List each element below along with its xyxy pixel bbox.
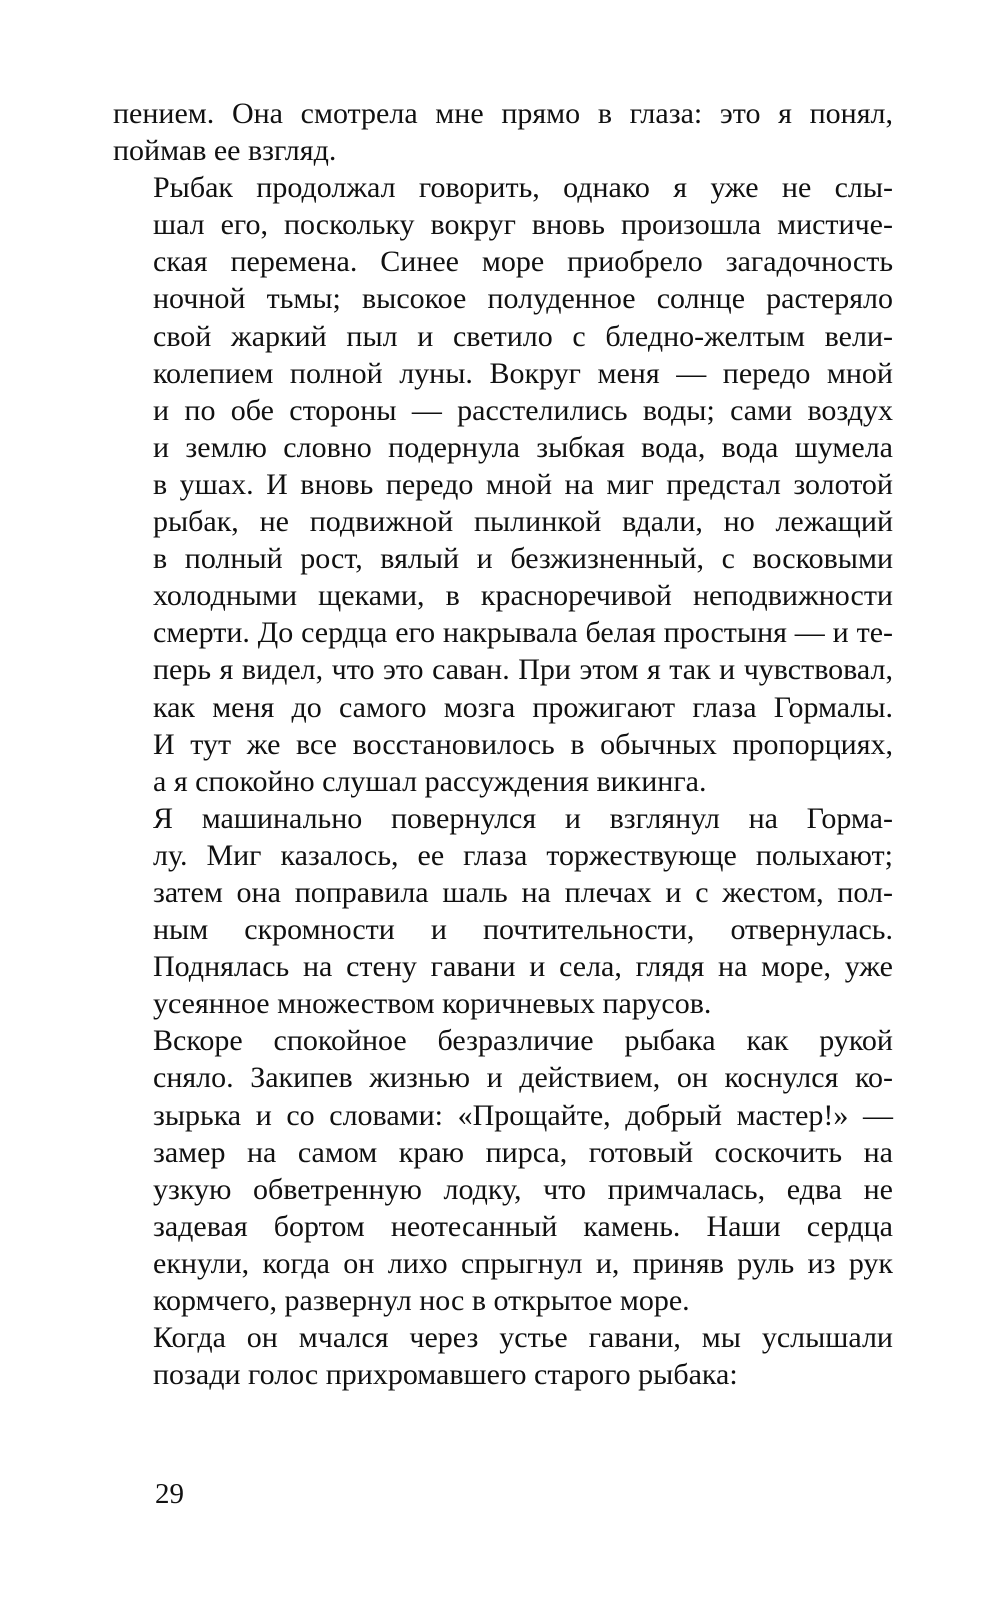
text-line: пением. Она смотрела мне прямо в глаза: это я понял, bbox=[113, 97, 893, 130]
text-line: в ушах. И вновь передо мной на миг предстал золотой bbox=[153, 467, 893, 501]
text-line: замер на самом краю пирса, готовый соскочить на bbox=[153, 1135, 893, 1169]
text-line: поймав ее взгляд. bbox=[113, 134, 337, 168]
text-line: зырька и со словами: «Прощайте, добрый мастер!» — bbox=[153, 1098, 893, 1132]
paragraph bbox=[113, 800, 893, 1023]
text-line: кормчего, развернул нос в открытое море. bbox=[153, 1284, 690, 1317]
text-line: лу. Миг казалось, ее глаза торжествующе полыхают; bbox=[153, 838, 893, 872]
text-line: Я машинально повернулся и взглянул на Горма- bbox=[153, 801, 893, 835]
text-line: рыбак, не подвижной пылинкой вдали, но лежащий bbox=[153, 505, 893, 539]
text-line: ным скромности и почтительности, отвернулась. bbox=[153, 913, 893, 947]
text-line: затем она поправила шаль на плечах и с жестом, пол- bbox=[153, 875, 893, 909]
text-line: екнули, когда он лихо спрыгнул и, приняв руль из рук bbox=[153, 1246, 893, 1280]
text-line: сняло. Закипев жизнью и действием, он коснулся ко- bbox=[153, 1061, 893, 1095]
text-line: как меня до самого мозга прожигают глаза Гормалы. bbox=[153, 690, 893, 724]
text-line: свой жаркий пыл и светило с бледно-желтым вели- bbox=[153, 319, 893, 353]
text-line: и землю словно подернула зыбкая вода, вода шумела bbox=[153, 430, 893, 464]
paragraph bbox=[113, 1022, 893, 1319]
text-line: усеянное множеством коричневых парусов. bbox=[153, 987, 712, 1021]
text-line: и по обе стороны — расстелились воды; сами воздух bbox=[153, 393, 893, 427]
text-line: узкую обветренную лодку, что примчалась, едва не bbox=[153, 1172, 893, 1206]
text-line: холодными щеками, в красноречивой неподвижности bbox=[153, 579, 893, 613]
paragraph bbox=[113, 1319, 893, 1393]
text-line: а я спокойно слушал рассуждения викинга. bbox=[153, 764, 707, 798]
text-line: Поднялась на стену гавани и села, глядя на море, уже bbox=[153, 950, 893, 984]
text-line: ночной тьмы; высокое полуденное солнце растеряло bbox=[153, 282, 893, 316]
paragraph bbox=[113, 95, 893, 169]
text-line: Вскоре спокойное безразличие рыбака как рукой bbox=[153, 1024, 893, 1058]
page-number: 29 bbox=[155, 1478, 184, 1510]
paragraph bbox=[113, 169, 893, 800]
text-line: колепием полной луны. Вокруг меня — передо мной bbox=[153, 356, 893, 390]
text-line: шал его, поскольку вокруг вновь произошла мистиче- bbox=[153, 208, 893, 242]
text-line: смерти. До сердца его накрывала белая простыня — и те- bbox=[153, 616, 893, 650]
text-line: позади голос прихромавшего старого рыбака: bbox=[153, 1358, 738, 1392]
text-line: ская перемена. Синее море приобрело загадочность bbox=[153, 245, 893, 279]
text-line: Когда он мчался через устье гавани, мы услышали bbox=[153, 1321, 893, 1355]
text-line: Рыбак продолжал говорить, однако я уже не слы- bbox=[153, 171, 893, 205]
body-text bbox=[113, 95, 893, 1393]
text-line: задевая бортом неотесанный камень. Наши сердца bbox=[153, 1209, 893, 1243]
text-line: И тут же все восстановилось в обычных пропорциях, bbox=[153, 727, 893, 761]
text-line: перь я видел, что это саван. При этом я так и чувствовал, bbox=[153, 653, 893, 687]
text-line: в полный рост, вялый и безжизненный, с восковыми bbox=[153, 542, 893, 576]
